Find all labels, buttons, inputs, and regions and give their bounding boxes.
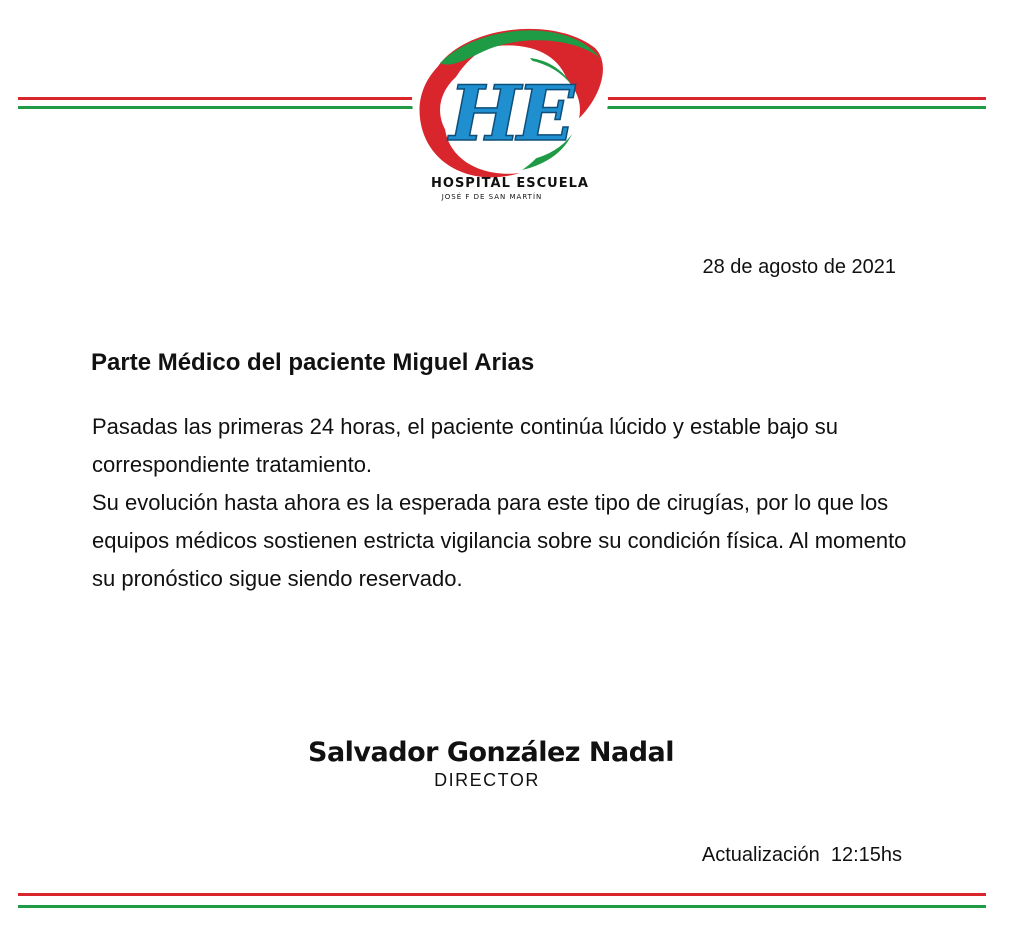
update-timestamp xyxy=(702,844,902,867)
document-date: 28 de agosto de 2021 xyxy=(702,256,896,278)
signature-block xyxy=(0,736,982,790)
bottom-rule-green xyxy=(18,905,986,908)
hospital-name: HOSPITAL ESCUELA xyxy=(431,176,589,191)
logo-initials: HE xyxy=(449,69,571,158)
body-paragraph: Su evolución hasta ahora es la esperada para este tipo de cirugías, por lo que los equipos médicos sostienen estricta vigilancia sobre su condición física. Al momento su pronóstico sigue siendo reservado. xyxy=(92,490,907,591)
body-paragraph: Pasadas las primeras 24 horas, el paciente continúa lúcido y estable bajo su correspondiente tratamiento. xyxy=(92,414,839,477)
hospital-logo xyxy=(410,18,610,208)
bottom-rule-red xyxy=(18,893,986,896)
update-label: Actualización xyxy=(701,844,820,866)
signer-name: Salvador González Nadal xyxy=(308,737,674,768)
document-body xyxy=(92,408,932,598)
signer-role: DIRECTOR xyxy=(434,770,540,790)
update-time: 12:15hs xyxy=(830,844,902,866)
hospital-subtitle: JOSÉ F DE SAN MARTÍN xyxy=(441,193,543,201)
document-title: Parte Médico del paciente Miguel Arias xyxy=(91,349,535,376)
